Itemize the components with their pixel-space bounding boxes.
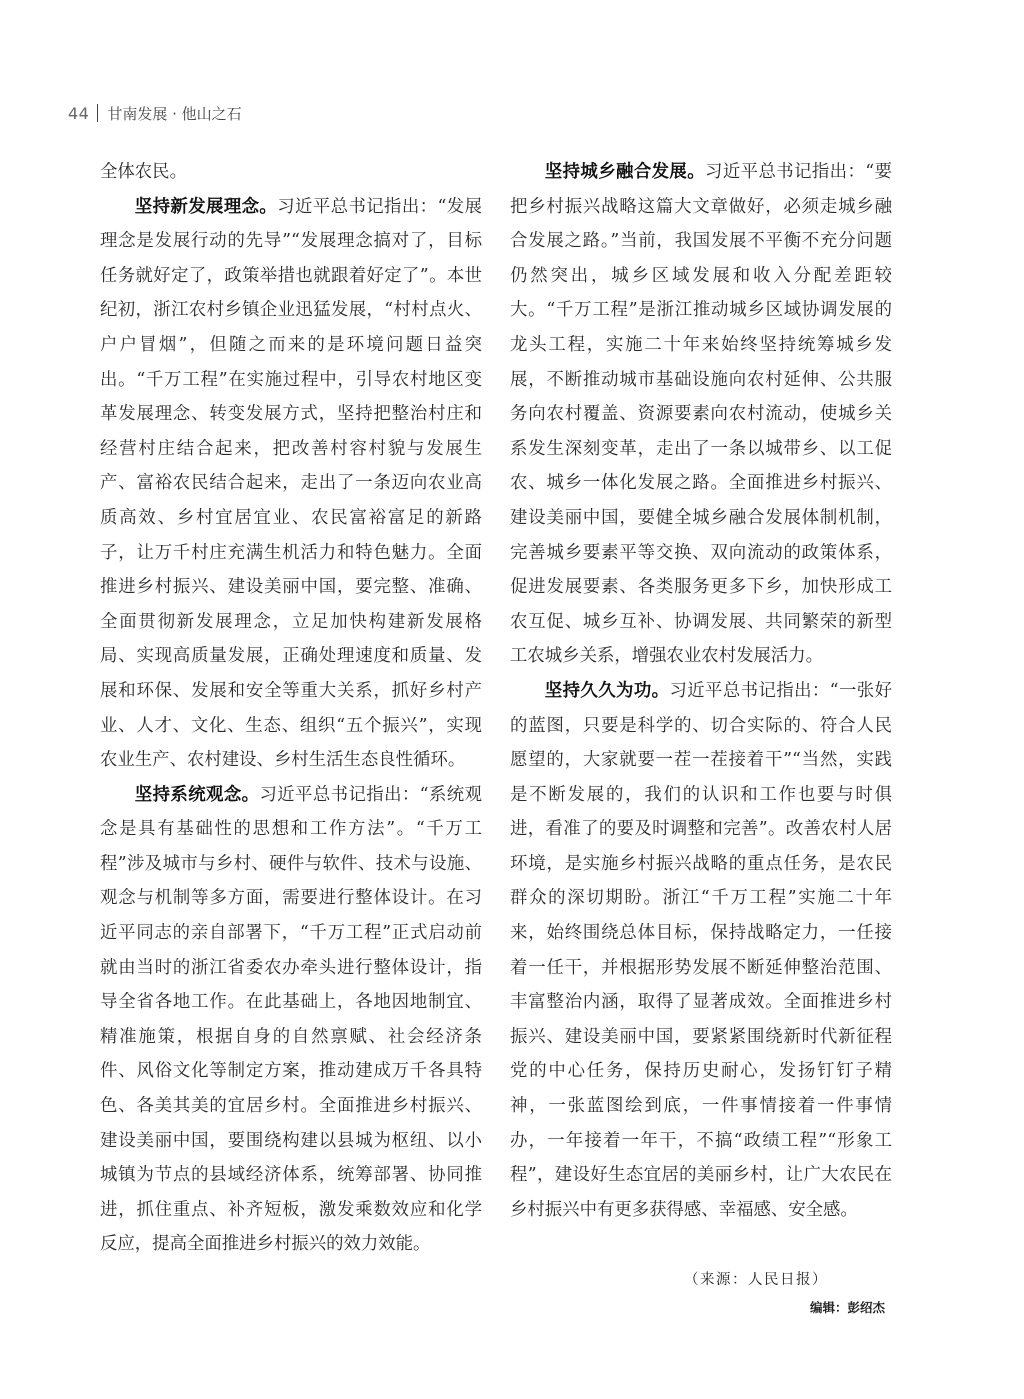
article-source: （来源：人民日报）: [684, 1272, 828, 1288]
paragraph-continued: 全体农民。: [100, 162, 187, 182]
running-header: [68, 100, 242, 126]
left-column: [100, 155, 482, 1262]
header-divider: [97, 104, 98, 122]
paragraph-new-development-concept: [100, 190, 482, 778]
editor-credit: 编辑：彭绍杰: [810, 1300, 886, 1315]
paragraph-urban-rural-integration: [510, 155, 892, 674]
paragraph-text: 习近平总书记指出：“发展理念是发展行动的先导”“发展理念搞对了，目标任务就好定了，政策举措也就跟着好定了”。本世纪初，浙江农村乡镇企业迅猛发展，“村村点火、户户冒烟”，但随之而来的是环境问题日益突出。“千万工程”在实施过程中，引导农村地区变革发展理念、转变发展方式，坚持把整治村庄和经营村庄结合起来，把改善村容村貌与发展生产、富裕农民结合起来，走出了一条迈向农业高质高效、乡村宜居宜业、农民富裕富足的新路子，让万千村庄充满生机活力和特色魅力。全面推进乡村振兴、建设美丽中国，要完整、准确、全面贯彻新发展理念，立足加快构建新发展格局、实现高质量发展，正确处理速度和质量、发展和环保、发展和安全等重大关系，抓好乡村产业、人才、文化、生态、组织“五个振兴”，实现农业生产、农村建设、乡村生活生态良性循环。: [100, 196, 482, 771]
paragraph-persistent-effort: [510, 674, 892, 1228]
paragraph-heading: 坚持新发展理念。: [134, 196, 278, 217]
paragraph-text: 习近平总书记指出：“一张好的蓝图，只要是科学的、切合实际的、符合人民愿望的，大家就要一茬一茬接着干”“当然，实践是不断发展的，我们的认识和工作也要与时俱进，看准了的要及时调整和完善”。改善农村人居环境，是实施乡村振兴战略的重点任务，是农民群众的深切期盼。浙江“千万工程”实施二十年来，始终围绕总体目标，保持战略定力，一任接着一任干，并根据形势发展不断延伸整治范围、丰富整治内涵，取得了显著成效。全面推进乡村振兴、建设美丽中国，要紧紧围绕新时代新征程党的中心任务，保持历史耐心，发扬钉钉子精神，一张蓝图绘到底，一件事情接着一件事情办，一年接着一年干，不搞“政绩工程”“形象工程”，建设好生态宜居的美丽乡村，让广大农民在乡村振兴中有更多获得感、幸福感、安全感。: [510, 680, 892, 1220]
page-number: 44: [68, 103, 90, 123]
paragraph-heading: 坚持久久为功。: [544, 680, 670, 701]
right-column: [510, 155, 892, 1227]
paragraph-heading: 坚持系统观念。: [134, 784, 260, 805]
paragraph-text: 习近平总书记指出：“要把乡村振兴战略这篇大文章做好，必须走城乡融合发展之路。”当前，我国发展不平衡不充分问题仍然突出，城乡区域发展和收入分配差距较大。“千万工程”是浙江推动城乡区域协调发展的龙头工程，实施二十年来始终坚持统筹城乡发展，不断推动城市基础设施向农村延伸、公共服务向农村覆盖、资源要素向农村流动，使城乡关系发生深刻变革，走出了一条以城带乡、以工促农、城乡一体化发展之路。全面推进乡村振兴、建设美丽中国，要健全城乡融合发展体制机制，完善城乡要素平等交换、双向流动的政策体系，促进发展要素、各类服务更多下乡，加快形成工农互促、城乡互补、协调发展、共同繁荣的新型工农城乡关系，增强农业农村发展活力。: [510, 162, 892, 667]
paragraph-systems-concept: [100, 778, 482, 1262]
paragraph-text: 习近平总书记指出：“系统观念是具有基础性的思想和工作方法”。“千万工程”涉及城市与乡村、硬件与软件、技术与设施、观念与机制等多方面，需要进行整体设计。在习近平同志的亲自部署下，“千万工程”正式启动前就由当时的浙江省委农办牵头进行整体设计，指导全省各地工作。在此基础上，各地因地制宜、精准施策，根据自身的自然禀赋、社会经济条件、风俗文化等制定方案，推动建成万千各具特色、各美其美的宜居乡村。全面推进乡村振兴、建设美丽中国，要围绕构建以县城为枢纽、以小城镇为节点的县域经济体系，统筹部署、协同推进，抓住重点、补齐短板，激发乘数效应和化学反应，提高全面推进乡村振兴的效力效能。: [100, 784, 482, 1255]
paragraph-heading: 坚持城乡融合发展。: [544, 162, 706, 182]
section-title: 甘南发展 · 他山之石: [107, 104, 242, 123]
